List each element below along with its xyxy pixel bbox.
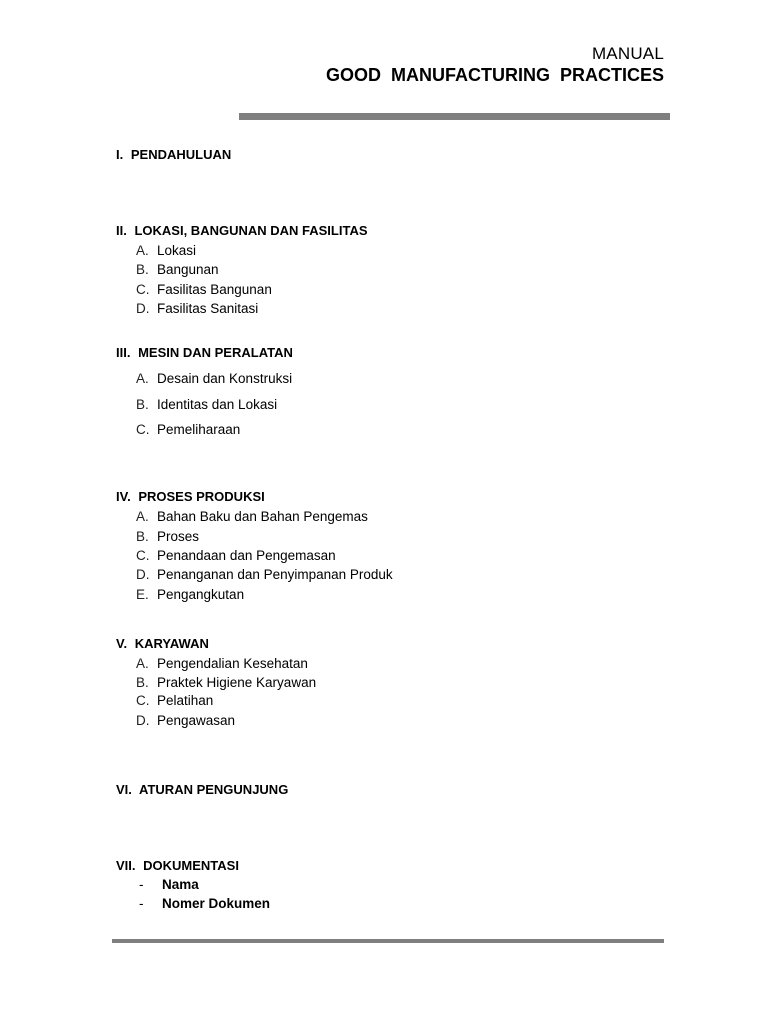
- section-title: PENDAHULUAN: [130, 147, 232, 162]
- list-item: [136, 508, 368, 525]
- item-label: Identitas dan Lokasi: [157, 397, 278, 412]
- document-header: [326, 44, 664, 86]
- list-item: [136, 242, 196, 259]
- list-item: [136, 396, 277, 413]
- item-letter: A.: [136, 243, 149, 258]
- section-title: MESIN DAN PERALATAN: [138, 345, 293, 360]
- item-label: Pelatihan: [157, 693, 214, 708]
- item-letter: A.: [136, 656, 149, 671]
- list-item: [136, 566, 393, 583]
- item-label: Praktek Higiene Karyawan: [157, 675, 317, 690]
- list-item: [136, 421, 240, 438]
- item-label: Lokasi: [157, 243, 197, 258]
- item-label: Pengendalian Kesehatan: [157, 656, 308, 671]
- item-letter: B.: [136, 675, 149, 690]
- section-7-heading: [116, 858, 239, 874]
- section-5-heading: [116, 636, 209, 652]
- list-item: [136, 547, 336, 564]
- list-item: [139, 895, 270, 912]
- item-letter: C.: [136, 693, 150, 708]
- list-item: [136, 655, 308, 672]
- section-number: V.: [116, 636, 128, 651]
- item-letter: D.: [136, 713, 150, 728]
- section-title: LOKASI, BANGUNAN DAN FASILITAS: [134, 223, 368, 238]
- item-letter: D.: [136, 567, 150, 582]
- item-letter: B.: [136, 529, 149, 544]
- section-title: KARYAWAN: [134, 636, 209, 651]
- item-letter: A.: [136, 371, 149, 386]
- item-letter: E.: [136, 587, 149, 602]
- section-number: VII.: [116, 858, 136, 873]
- item-label: Penandaan dan Pengemasan: [157, 548, 336, 563]
- header-manual-label: MANUAL: [591, 44, 664, 63]
- list-item: [136, 261, 219, 278]
- item-label: Penanganan dan Penyimpanan Produk: [157, 567, 393, 582]
- item-letter: B.: [136, 262, 149, 277]
- list-item: [136, 528, 199, 545]
- header-divider: [239, 113, 670, 120]
- item-letter: A.: [136, 509, 149, 524]
- item-letter: C.: [136, 548, 150, 563]
- section-6-heading: [116, 782, 288, 798]
- list-item: [136, 370, 292, 387]
- item-label: Pengangkutan: [157, 587, 245, 602]
- section-title: DOKUMENTASI: [143, 858, 239, 873]
- footer-divider: [112, 939, 664, 943]
- item-label: Desain dan Konstruksi: [157, 371, 293, 386]
- item-letter: B.: [136, 397, 149, 412]
- item-letter: C.: [136, 282, 150, 297]
- section-4-heading: [116, 489, 265, 505]
- item-label: Fasilitas Bangunan: [157, 282, 272, 297]
- section-3-heading: [116, 345, 293, 361]
- item-label: Fasilitas Sanitasi: [157, 301, 259, 316]
- section-number: VI.: [116, 782, 132, 797]
- item-letter: D.: [136, 301, 150, 316]
- item-label: Proses: [157, 529, 200, 544]
- item-label: Bangunan: [157, 262, 219, 277]
- section-number: I.: [116, 147, 124, 162]
- item-label: Pemeliharaan: [157, 422, 241, 437]
- header-title: GOOD MANUFACTURING PRACTICES: [326, 65, 664, 85]
- section-number: III.: [116, 345, 131, 360]
- section-title: ATURAN PENGUNJUNG: [139, 782, 289, 797]
- section-title: PROSES PRODUKSI: [138, 489, 265, 504]
- item-letter: C.: [136, 422, 150, 437]
- item-label: Nama: [162, 877, 199, 892]
- section-number: II.: [116, 223, 127, 238]
- list-item: [136, 692, 213, 709]
- section-2-heading: [116, 223, 368, 239]
- section-1-heading: [116, 147, 231, 163]
- item-dash: -: [139, 877, 144, 892]
- list-item: [136, 281, 272, 298]
- item-dash: -: [139, 896, 144, 911]
- section-number: IV.: [116, 489, 131, 504]
- item-label: Nomer Dokumen: [162, 896, 271, 911]
- list-item: [136, 586, 244, 603]
- list-item: [136, 300, 258, 317]
- item-label: Pengawasan: [157, 713, 236, 728]
- item-label: Bahan Baku dan Bahan Pengemas: [157, 509, 368, 524]
- list-item: [136, 674, 316, 691]
- list-item: [136, 712, 235, 729]
- list-item: [139, 876, 199, 893]
